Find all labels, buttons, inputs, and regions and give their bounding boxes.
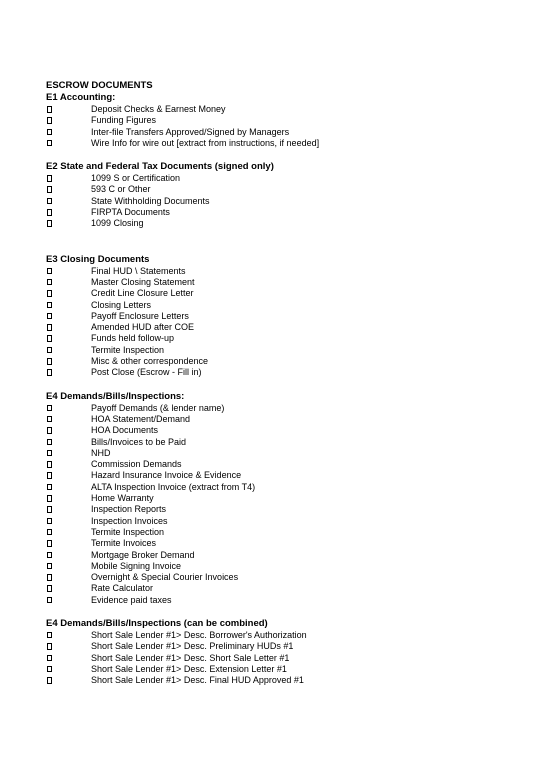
checkbox-icon[interactable] (47, 335, 52, 342)
section-heading: E1 Accounting: (46, 92, 116, 103)
checkbox-icon[interactable] (47, 427, 52, 434)
checklist-item (46, 333, 516, 344)
checkbox-icon[interactable] (47, 129, 52, 136)
checklist-item (46, 527, 516, 538)
checklist-item (46, 572, 516, 583)
checklist-item-label: HOA Documents (91, 425, 159, 436)
checklist-item-label: Credit Line Closure Letter (91, 288, 194, 299)
checklist-item (46, 425, 516, 436)
checklist-item-label: Short Sale Lender #1> Desc. Preliminary HUDs #1 (91, 641, 294, 652)
checkbox-icon[interactable] (47, 632, 52, 639)
checkbox-icon[interactable] (47, 472, 52, 479)
checkbox-icon[interactable] (47, 574, 52, 581)
checklist-item-label: HOA Statement/Demand (91, 413, 191, 424)
checklist-item-label: Inter-file Transfers Approved/Signed by Managers (91, 126, 290, 137)
checkbox-icon[interactable] (47, 347, 52, 354)
checklist-item-label: Master Closing Statement (91, 276, 195, 287)
checklist (46, 104, 516, 149)
checkbox-icon[interactable] (47, 175, 52, 182)
checklist-item (46, 207, 516, 218)
checklist-item (46, 184, 516, 195)
checklist-item (46, 470, 516, 481)
checklist-item-label: Home Warranty (91, 493, 154, 504)
checkbox-icon[interactable] (47, 405, 52, 412)
checklist-item-label: Payoff Enclosure Letters (91, 310, 189, 321)
checklist-item (46, 448, 516, 459)
section-spacer (46, 149, 516, 161)
checklist-item-label: Mortgage Broker Demand (91, 549, 195, 560)
checklist-item-label: Amended HUD after COE (91, 322, 195, 333)
checkbox-icon[interactable] (47, 597, 52, 604)
checklist-item-label: Short Sale Lender #1> Desc. Borrower's Authorization (91, 629, 307, 640)
checklist-item-label: Wire Info for wire out [extract from instructions, if needed] (91, 137, 320, 148)
checklist-item-label: Hazard Insurance Invoice & Evidence (91, 470, 242, 481)
checklist-item (46, 561, 516, 572)
checkbox-icon[interactable] (47, 416, 52, 423)
checklist-item (46, 493, 516, 504)
checkbox-icon[interactable] (47, 484, 52, 491)
checklist-item-label: Rate Calculator (91, 583, 154, 594)
checkbox-icon[interactable] (47, 643, 52, 650)
section-spacer (46, 230, 516, 254)
checklist-item (46, 345, 516, 356)
checklist-item-label: Misc & other correspondence (91, 356, 209, 367)
checklist-item (46, 104, 516, 115)
checklist-item (46, 311, 516, 322)
checkbox-icon[interactable] (47, 585, 52, 592)
section (46, 618, 516, 686)
checklist-item (46, 322, 516, 333)
document-title: ESCROW DOCUMENTS (46, 80, 153, 91)
checklist-item-label: Funding Figures (91, 115, 157, 126)
checklist-item (46, 550, 516, 561)
checklist-item-label: Bills/Invoices to be Paid (91, 436, 187, 447)
checkbox-icon[interactable] (47, 117, 52, 124)
checklist-item (46, 300, 516, 311)
checklist-item-label: Mobile Signing Invoice (91, 560, 182, 571)
checklist-item-label: 1099 Closing (91, 218, 144, 229)
checklist-item (46, 403, 516, 414)
checklist-item (46, 664, 516, 675)
checklist-item-label: Closing Letters (91, 299, 152, 310)
checklist-item-label: Inspection Reports (91, 504, 167, 515)
checklist-item (46, 127, 516, 138)
section (46, 391, 516, 606)
section-spacer (46, 379, 516, 391)
checkbox-icon[interactable] (47, 140, 52, 147)
checklist-item-label: 593 C or Other (91, 184, 151, 195)
checkbox-icon[interactable] (47, 106, 52, 113)
checklist-item (46, 482, 516, 493)
section-heading: E2 State and Federal Tax Documents (signed only) (46, 161, 274, 173)
section-heading: E4 Demands/Bills/Inspections: (46, 390, 185, 402)
checklist-item-label: ALTA Inspection Invoice (extract from T4) (91, 481, 256, 492)
checkbox-icon[interactable] (47, 506, 52, 513)
checkbox-icon[interactable] (47, 540, 52, 547)
checklist-item (46, 630, 516, 641)
checklist-item (46, 595, 516, 606)
checklist-item (46, 288, 516, 299)
section-spacer (46, 606, 516, 618)
checklist-item (46, 516, 516, 527)
checkbox-icon[interactable] (47, 461, 52, 468)
checklist-item (46, 504, 516, 515)
checkbox-icon[interactable] (47, 324, 52, 331)
checklist-item-label: NHD (91, 447, 111, 458)
checklist-item (46, 196, 516, 207)
checklist-item (46, 653, 516, 664)
checklist-item (46, 414, 516, 425)
checkbox-icon[interactable] (47, 209, 52, 216)
checklist-item (46, 138, 516, 149)
section-heading: E4 Demands/Bills/Inspections (can be combined) (46, 617, 268, 629)
checklist-item-label: Evidence paid taxes (91, 594, 172, 605)
checkbox-icon[interactable] (47, 563, 52, 570)
checkbox-icon[interactable] (47, 450, 52, 457)
checklist-item-label: Overnight & Special Courier Invoices (91, 572, 239, 583)
sections-container (46, 92, 516, 686)
checkbox-icon[interactable] (47, 655, 52, 662)
checklist-item-label: Funds held follow-up (91, 333, 175, 344)
section (46, 254, 516, 379)
checklist-item-label: Short Sale Lender #1> Desc. Final HUD Approved #1 (91, 675, 304, 686)
checklist (46, 630, 516, 686)
checklist-item-label: Short Sale Lender #1> Desc. Extension Letter #1 (91, 663, 287, 674)
checklist-item-label: Short Sale Lender #1> Desc. Short Sale Letter #1 (91, 652, 290, 663)
checklist-item-label: Post Close (Escrow - Fill in) (91, 367, 202, 378)
checkbox-icon[interactable] (47, 302, 52, 309)
checklist-item (46, 266, 516, 277)
checklist-item (46, 367, 516, 378)
checkbox-icon[interactable] (47, 552, 52, 559)
checkbox-icon[interactable] (47, 439, 52, 446)
checklist-item-label: Termite Inspection (91, 344, 165, 355)
checkbox-icon[interactable] (47, 186, 52, 193)
checklist-item-label: Commission Demands (91, 459, 182, 470)
checklist-item-label: Deposit Checks & Earnest Money (91, 104, 226, 114)
checkbox-icon[interactable] (47, 358, 52, 365)
section-heading: E3 Closing Documents (46, 253, 150, 265)
checklist-item (46, 115, 516, 126)
checkbox-icon[interactable] (47, 495, 52, 502)
checklist-item-label: FIRPTA Documents (91, 207, 170, 218)
checklist-item-label: Final HUD \ Statements (91, 265, 186, 276)
document-page (46, 78, 516, 686)
checklist-item-label: Termite Invoices (91, 538, 157, 549)
checklist-item-label: 1099 S or Certification (91, 173, 181, 184)
section (46, 92, 516, 149)
checkbox-icon[interactable] (47, 666, 52, 673)
checklist-item (46, 437, 516, 448)
checklist-item (46, 356, 516, 367)
checkbox-icon[interactable] (47, 518, 52, 525)
checkbox-icon[interactable] (47, 268, 52, 275)
checklist-item (46, 218, 516, 229)
checklist-item-label: Payoff Demands (& lender name) (91, 402, 225, 413)
checklist-item (46, 459, 516, 470)
checklist (46, 403, 516, 606)
checklist-item-label: Inspection Invoices (91, 515, 168, 526)
checkbox-icon[interactable] (47, 313, 52, 320)
checkbox-icon[interactable] (47, 290, 52, 297)
checklist-item (46, 641, 516, 652)
checklist-item (46, 277, 516, 288)
checklist (46, 266, 516, 379)
checkbox-icon[interactable] (47, 279, 52, 286)
checkbox-icon[interactable] (47, 369, 52, 376)
checklist-item-label: State Withholding Documents (91, 195, 210, 206)
section (46, 161, 516, 229)
checkbox-icon[interactable] (47, 529, 52, 536)
checklist-item (46, 583, 516, 594)
checklist-item (46, 675, 516, 686)
checkbox-icon[interactable] (47, 198, 52, 205)
checkbox-icon[interactable] (47, 677, 52, 684)
checklist (46, 173, 516, 229)
checkbox-icon[interactable] (47, 220, 52, 227)
checklist-item-label: Termite Inspection (91, 526, 165, 537)
checklist-item (46, 173, 516, 184)
checklist-item (46, 538, 516, 549)
